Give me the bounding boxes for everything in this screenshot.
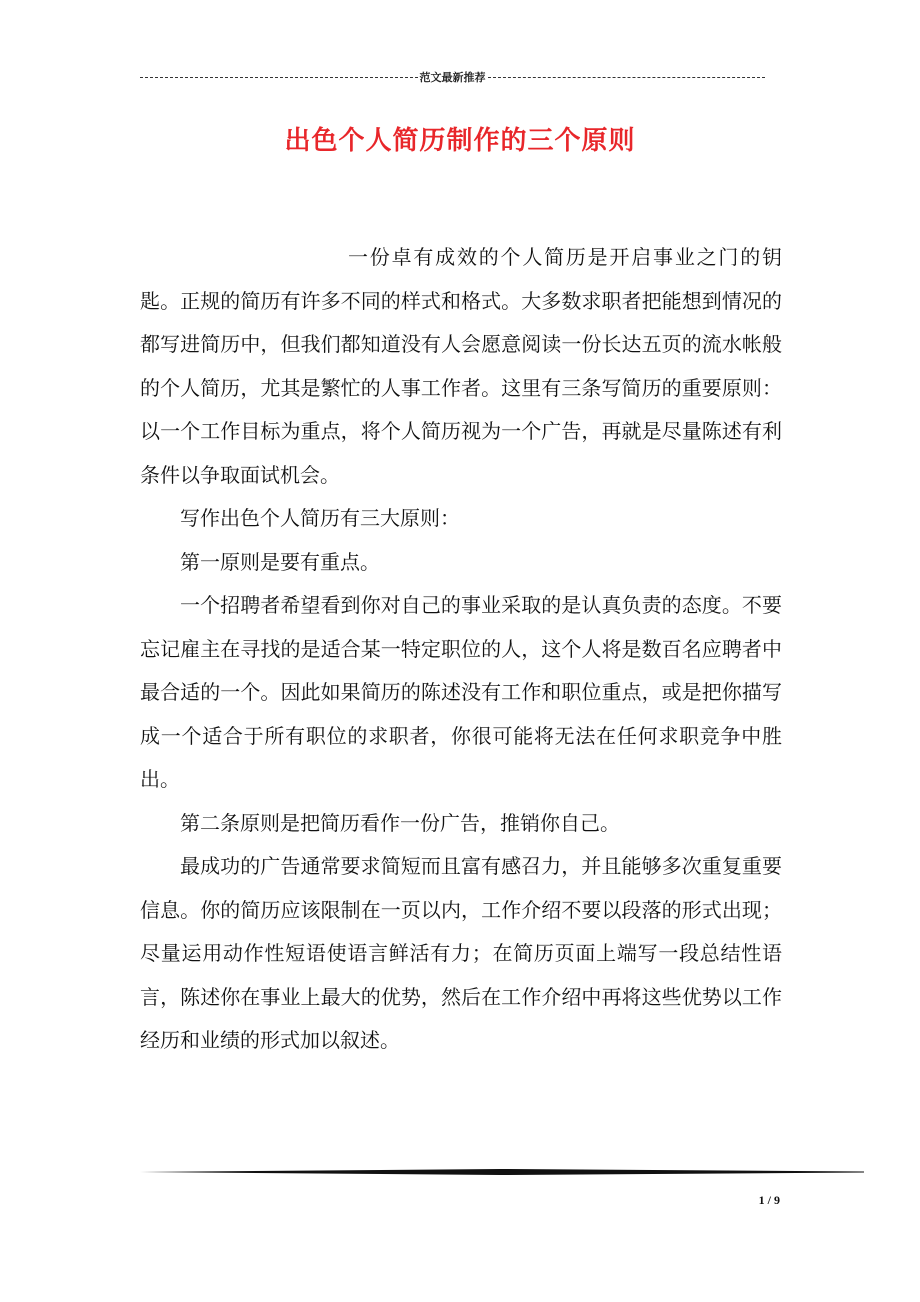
header-dash-right	[488, 77, 766, 78]
page-number: 1 / 9	[758, 1193, 780, 1207]
document-body	[140, 236, 782, 1063]
paragraph-intro: 一份卓有成效的个人简历是开启事业之门的钥匙。正规的简历有许多不同的样式和格式。大多数求职者把能想到情况的都写进简历中，但我们都知道没有人会愿意阅读一份长达五页的流水帐般的个人简历，尤其是繁忙的人事工作者。这里有三条写简历的重要原则：以一个工作目标为重点，将个人简历视为一个广告，再就是尽量陈述有利条件以争取面试机会。	[140, 245, 782, 487]
header-dash-left	[140, 77, 418, 78]
header-label: 范文最新推荐	[419, 71, 486, 84]
paragraph-principle-two-heading: 第二条原则是把简历看作一份广告，推销你自己。	[180, 810, 620, 835]
paragraph-principle-two-body: 最成功的广告通常要求简短而且富有感召力，并且能够多次重复重要信息。你的简历应该限制在一页以内，工作介绍不要以段落的形式出现；尽量运用动作性短语使语言鲜活有力；在简历页面上端写一段总结性语言，陈述你在事业上最大的优势，然后在工作介绍中再将这些优势以工作经历和业绩的形式加以叙述。	[140, 854, 782, 1052]
paragraph-principle-one-heading: 第一原则是要有重点。	[180, 549, 380, 574]
footer-rule	[140, 1167, 864, 1177]
paragraph-principles-intro: 写作出色个人简历有三大原则：	[180, 506, 460, 530]
page-header	[140, 68, 765, 86]
paragraph-principle-one-body: 一个招聘者希望看到你对自己的事业采取的是认真负责的态度。不要忘记雇主在寻找的是适合某一特定职位的人，这个人将是数百名应聘者中最合适的一个。因此如果简历的陈述没有工作和职位重点，或是把你描写成一个适合于所有职位的求职者，你很可能将无法在任何求职竞争中胜出。	[140, 593, 782, 791]
document-title: 出色个人简历制作的三个原则	[284, 126, 636, 156]
